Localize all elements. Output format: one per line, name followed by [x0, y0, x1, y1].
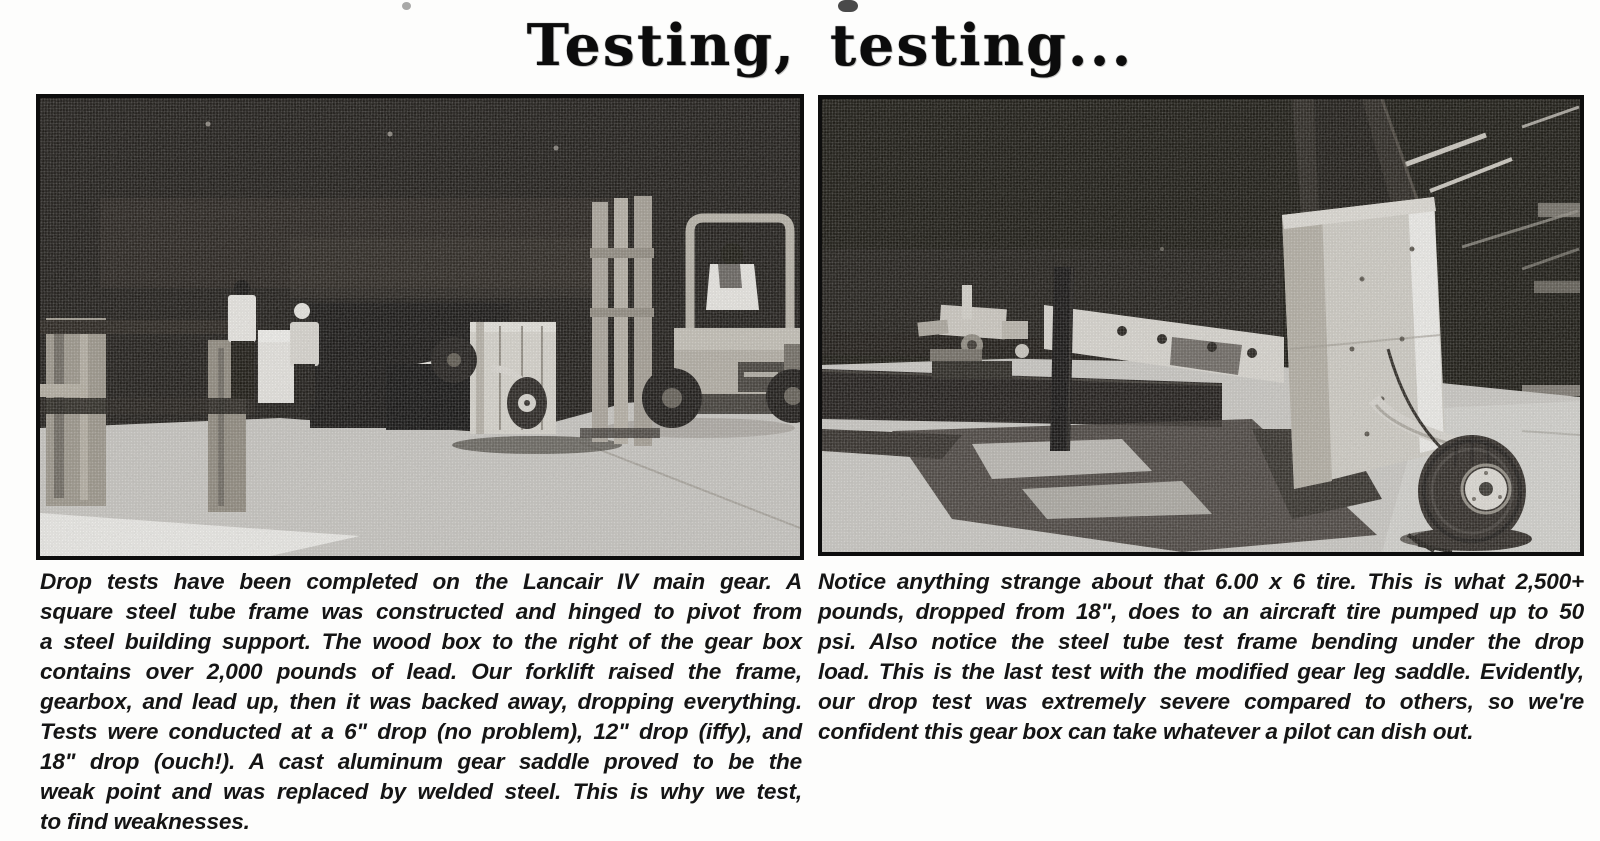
- right-photo-tire-closeup: [818, 95, 1584, 556]
- caption-line: square steel tube frame was constructed and hinged to pivot from: [40, 599, 802, 624]
- caption-line: 18" drop (ouch!). A cast aluminum gear saddle proved to be the: [40, 749, 802, 774]
- caption-line: load. This is the last test with the modified gear leg saddle. Evidently,: [818, 659, 1584, 684]
- caption-line: pounds, dropped from 18", does to an aircraft tire pumped up to 50: [818, 599, 1584, 624]
- film-grain-overlay: [40, 98, 800, 556]
- scan-artifact: [838, 0, 858, 12]
- caption-line: our drop test was extremely severe compared to others, so we're: [818, 689, 1584, 714]
- left-photo-illustration: [40, 98, 800, 556]
- left-photo-caption: [40, 567, 802, 837]
- page-title: Testing, testing...: [526, 12, 1134, 79]
- caption-line: weak point and was replaced by welded steel. This is why we test,: [40, 779, 802, 804]
- caption-line: to find weaknesses.: [40, 809, 250, 834]
- film-grain-overlay: [822, 99, 1580, 552]
- scan-artifact: [402, 2, 411, 10]
- caption-line: Drop tests have been completed on the Lancair IV main gear. A: [40, 569, 802, 594]
- caption-line: Notice anything strange about that 6.00 x 6 tire. This is what 2,500+: [818, 569, 1584, 594]
- caption-line: gearbox, and lead up, then it was backed away, dropping everything.: [40, 689, 802, 714]
- caption-line: Tests were conducted at a 6" drop (no problem), 12" drop (iffy), and: [40, 719, 802, 744]
- right-photo-illustration: [822, 99, 1580, 552]
- right-photo-caption: [818, 567, 1584, 747]
- caption-line: contains over 2,000 pounds of lead. Our forklift raised the frame,: [40, 659, 802, 684]
- left-photo-forklift-drop-test: [36, 94, 804, 560]
- caption-line: a steel building support. The wood box to the right of the gear box: [40, 629, 802, 654]
- caption-line: psi. Also notice the steel tube test frame bending under the drop: [818, 629, 1584, 654]
- caption-line: confident this gear box can take whatever a pilot can dish out.: [818, 719, 1474, 744]
